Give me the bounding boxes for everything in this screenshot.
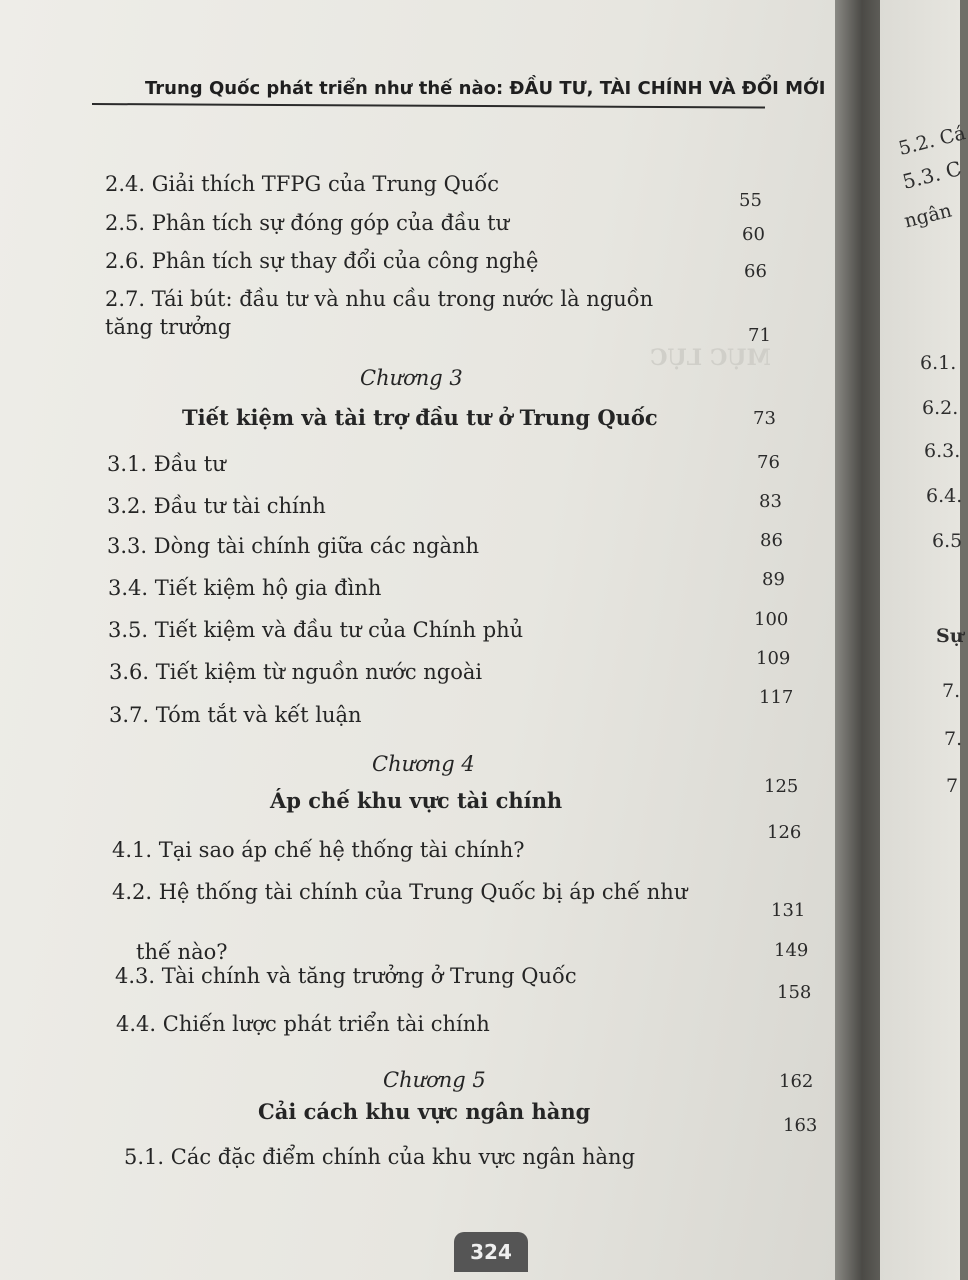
page-number: 73 <box>753 408 776 429</box>
toc-entry-3-6: 3.6. Tiết kiệm từ nguồn nước ngoài <box>109 660 483 684</box>
toc-entry-3-2: 3.2. Đầu tư tài chính <box>107 494 326 518</box>
right-book-page <box>880 0 968 1280</box>
toc-entry-3-5: 3.5. Tiết kiệm và đầu tư của Chính phủ <box>108 618 524 642</box>
toc-entry-2-7-cont: tăng trưởng <box>105 315 232 339</box>
page-number: 158 <box>777 982 812 1003</box>
toc-entry-4-1: 4.1. Tại sao áp chế hệ thống tài chính? <box>112 838 525 862</box>
toc-entry-2-4: 2.4. Giải thích TFPG của Trung Quốc <box>105 172 499 196</box>
toc-entry-3-1: 3.1. Đầu tư <box>107 452 226 476</box>
page-number: 89 <box>762 569 785 590</box>
page-number: 109 <box>756 648 791 669</box>
toc-entry-5-1: 5.1. Các đặc điểm chính của khu vực ngân hàng <box>124 1145 636 1169</box>
right-page-fragment: 6.5 <box>932 530 963 552</box>
chapter-3-title: Tiết kiệm và tài trợ đầu tư ở Trung Quốc <box>182 405 658 430</box>
right-page-fragment: 5.2. Cá <box>896 122 968 160</box>
page-number: 163 <box>783 1115 818 1136</box>
chapter-5-title: Cải cách khu vực ngân hàng <box>258 1099 591 1124</box>
bleed-through-heading: MỤC LỤC <box>650 345 771 371</box>
page-number: 149 <box>774 940 809 961</box>
page-number: 125 <box>764 776 799 797</box>
right-page-fragment: 5.3. C <box>899 156 964 194</box>
right-page-fragment: 6.4. <box>926 485 963 507</box>
right-page-fragment: Sự <box>936 625 964 647</box>
page-number: 126 <box>767 822 802 843</box>
page-number: 66 <box>744 261 767 282</box>
page-number: 162 <box>779 1071 814 1092</box>
page-number: 55 <box>739 190 762 211</box>
right-page-fragment: ngân <box>902 199 954 233</box>
folio-page-number: 324 <box>454 1232 528 1272</box>
toc-entry-3-7: 3.7. Tóm tắt và kết luận <box>109 703 362 727</box>
page-number: 100 <box>754 609 789 630</box>
toc-entry-2-7: 2.7. Tái bút: đầu tư và nhu cầu trong nước là nguồn <box>105 287 654 311</box>
toc-entry-3-3: 3.3. Dòng tài chính giữa các ngành <box>107 534 480 558</box>
page-number: 131 <box>771 900 806 921</box>
right-page-fragment: 6.1. <box>920 352 957 374</box>
toc-entry-2-6: 2.6. Phân tích sự thay đổi của công nghệ <box>105 249 539 273</box>
header-rule <box>92 103 765 109</box>
page-number: 86 <box>760 530 783 551</box>
page-number: 71 <box>748 325 771 346</box>
toc-entry-2-5: 2.5. Phân tích sự đóng góp của đầu tư <box>105 211 510 235</box>
toc-entry-4-2: 4.2. Hệ thống tài chính của Trung Quốc bị áp chế như <box>112 880 688 904</box>
page-number: 60 <box>742 224 765 245</box>
page-number: 83 <box>759 491 782 512</box>
right-page-fragment: 6.2. <box>922 397 959 419</box>
toc-entry-4-4: 4.4. Chiến lược phát triển tài chính <box>116 1012 490 1036</box>
right-page-fragment: 7 <box>946 775 959 797</box>
toc-entry-3-4: 3.4. Tiết kiệm hộ gia đình <box>108 576 382 600</box>
chapter-3-label: Chương 3 <box>360 366 463 390</box>
running-header: Trung Quốc phát triển như thế nào: ĐẦU TƯ, TÀI CHÍNH VÀ ĐỔI MỚI <box>145 78 826 99</box>
page-number: 76 <box>757 452 780 473</box>
right-page-fragment: 7. <box>944 728 963 750</box>
page-number: 117 <box>759 687 794 708</box>
book-gutter <box>835 0 880 1280</box>
chapter-4-title: Áp chế khu vực tài chính <box>270 788 563 813</box>
chapter-4-label: Chương 4 <box>372 752 475 776</box>
toc-entry-4-3: 4.3. Tài chính và tăng trưởng ở Trung Quốc <box>115 964 577 988</box>
right-page-fragment: 6.3. <box>924 440 961 462</box>
toc-entry-4-2-cont: thế nào? <box>136 940 228 964</box>
chapter-5-label: Chương 5 <box>383 1068 486 1092</box>
right-page-fragment: 7. <box>942 680 961 702</box>
